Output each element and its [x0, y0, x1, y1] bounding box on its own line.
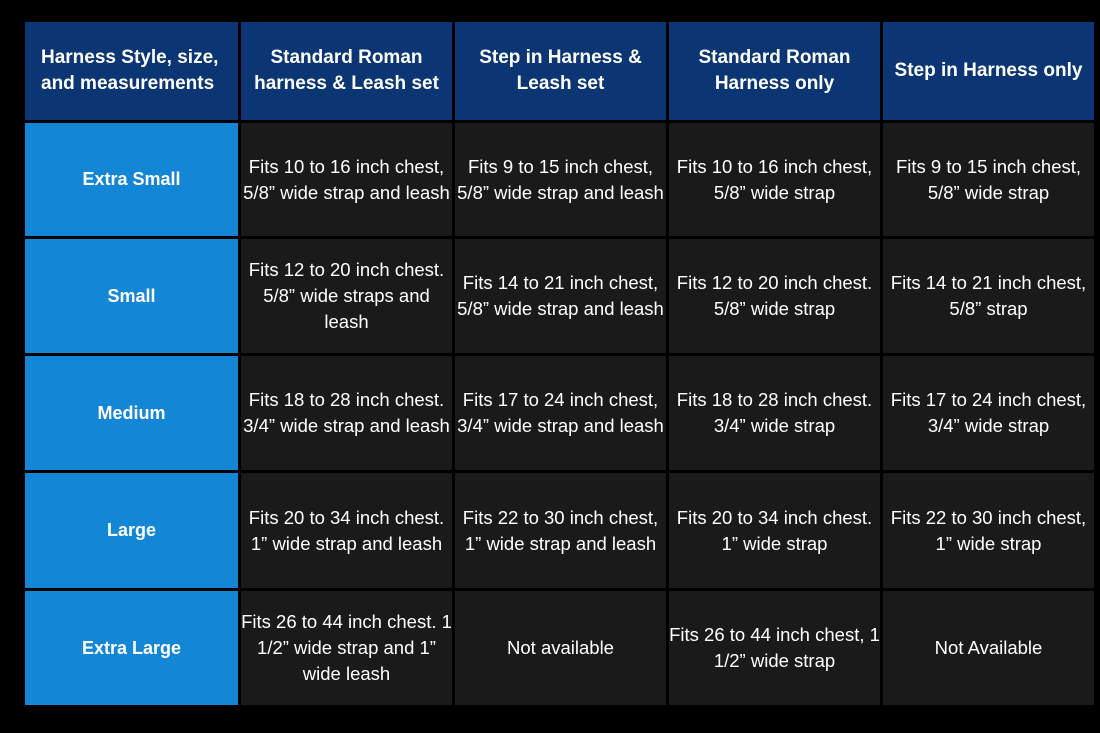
column-header-step-in-only: Step in Harness only [883, 22, 1094, 120]
table-cell: Fits 9 to 15 inch chest, 5/8” wide strap [883, 123, 1094, 236]
table-cell: Fits 22 to 30 inch chest, 1” wide strap and leash [455, 473, 666, 588]
table-cell: Not Available [883, 591, 1094, 705]
table-cell: Fits 20 to 34 inch chest. 1” wide strap and leash [241, 473, 452, 588]
table-cell: Fits 17 to 24 inch chest, 3/4” wide strap and leash [455, 356, 666, 470]
column-header-standard-roman-only: Standard Roman Harness only [669, 22, 880, 120]
table-cell: Not available [455, 591, 666, 705]
table-cell: Fits 9 to 15 inch chest, 5/8” wide strap and leash [455, 123, 666, 236]
table-row [25, 239, 1094, 353]
column-header-step-in-set: Step in Harness & Leash set [455, 22, 666, 120]
table-cell: Fits 10 to 16 inch chest, 5/8” wide strap [669, 123, 880, 236]
table-cell: Fits 22 to 30 inch chest, 1” wide strap [883, 473, 1094, 588]
size-label: Small [25, 239, 238, 353]
table-cell: Fits 12 to 20 inch chest. 5/8” wide straps and leash [241, 239, 452, 353]
table-row [25, 591, 1094, 705]
table-cell: Fits 12 to 20 inch chest. 5/8” wide strap [669, 239, 880, 353]
table-cell: Fits 17 to 24 inch chest, 3/4” wide strap [883, 356, 1094, 470]
table-row [25, 473, 1094, 588]
size-label: Extra Small [25, 123, 238, 236]
table-row [25, 356, 1094, 470]
harness-sizing-chart [22, 19, 1087, 708]
column-header-standard-roman-set: Standard Roman harness & Leash set [241, 22, 452, 120]
table-body [25, 123, 1094, 705]
table-cell: Fits 26 to 44 inch chest, 1 1/2” wide strap [669, 591, 880, 705]
header-row [25, 22, 1094, 120]
size-label: Large [25, 473, 238, 588]
table-cell: Fits 14 to 21 inch chest, 5/8” wide strap and leash [455, 239, 666, 353]
table-cell: Fits 26 to 44 inch chest. 1 1/2” wide strap and 1” wide leash [241, 591, 452, 705]
size-label: Extra Large [25, 591, 238, 705]
table-cell: Fits 10 to 16 inch chest, 5/8” wide strap and leash [241, 123, 452, 236]
table-header [25, 22, 1094, 120]
table-cell: Fits 18 to 28 inch chest. 3/4” wide strap and leash [241, 356, 452, 470]
table-cell: Fits 18 to 28 inch chest. 3/4” wide strap [669, 356, 880, 470]
table-row [25, 123, 1094, 236]
size-label: Medium [25, 356, 238, 470]
table-cell: Fits 20 to 34 inch chest. 1” wide strap [669, 473, 880, 588]
sizing-table [22, 19, 1097, 708]
table-cell: Fits 14 to 21 inch chest, 5/8” strap [883, 239, 1094, 353]
column-header-size: Harness Style, size, and measurements [25, 22, 238, 120]
